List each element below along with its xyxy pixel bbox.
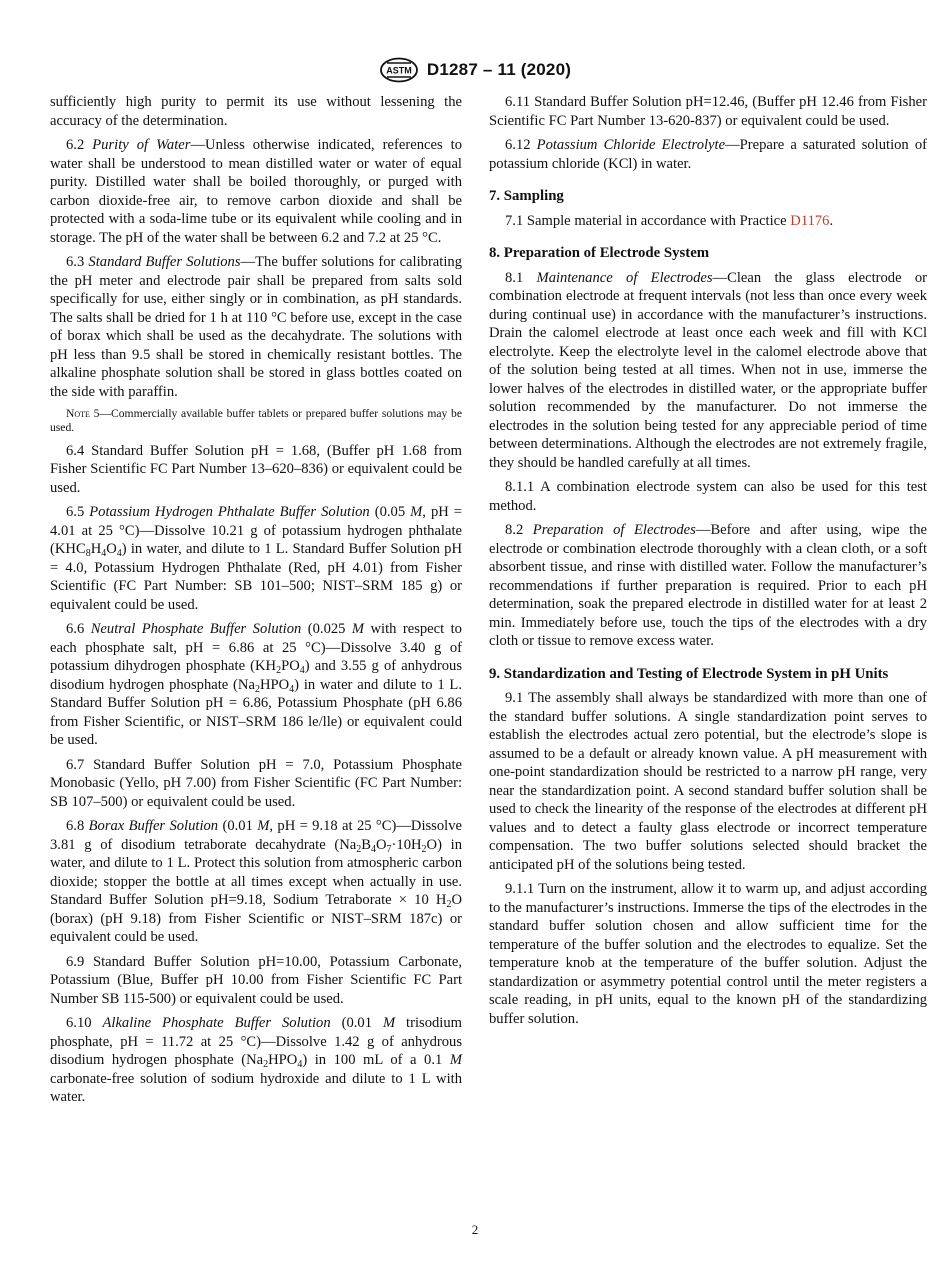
section-title: Standard Buffer Solutions — [88, 254, 241, 270]
document-designation: D1287 – 11 (2020) — [426, 60, 572, 79]
section-6-2: 6.2 Purity of Water—Unless otherwise indicated, references to water shall be understood to mean distilled water or water of equal purity. Distilled water shall be boiled thoroughly, or purged with carbon dioxide-free air, to remove carbon dioxide and shall be protected with a soda-lime tube or its equivalent while cooling and in storage. The pH of the water shall be between 6.2 and 7.2 at 25 °C. — [50, 137, 462, 246]
heading-standardization: 9. Standardization and Testing of Electrode System in pH Units — [489, 665, 889, 682]
section-6-9: 6.9 Standard Buffer Solution pH=10.00, Potassium Carbonate, Potassium (Blue, Buffer pH 10.00 from Fisher Scientific FC Part Number SB 115-500) or equivalent could be used. — [50, 953, 462, 1007]
section-9-1-1: 9.1.1 Turn on the instrument, allow it to warm up, and adjust according to the manufacturer’s instructions. Immerse the tips of the electrodes in the standard buffer solution chosen and allow sufficient time for the temperature of the buffer solution and the electrodes to equalize. Set the temperature knob at the temperature of the buffer solution. Adjust the standardization or asymmetry potential control until the meter registers a scale reading, in pH units, equal to the known pH of the standardizing buffer solution. — [489, 881, 927, 1027]
astm-logo-icon — [379, 57, 419, 83]
section-6-7: 6.7 Standard Buffer Solution pH = 7.0, Potassium Phosphate Monobasic (Yello, pH 7.00) from Fisher Scientific (FC Part Number: SB 107–500) or equivalent could be used. — [50, 756, 462, 810]
page-number: 2 — [471, 1222, 479, 1237]
heading-preparation-electrode: 8. Preparation of Electrode System — [489, 245, 710, 261]
section-title: Purity of Water — [92, 137, 191, 153]
heading-sampling: 7. Sampling — [489, 188, 564, 204]
section-6-6: 6.6 Neutral Phosphate Buffer Solution (0.025 M with respect to each phosphate salt, pH = 6.86 at 25 °C)—Dissolve 3.40 g of potassium dihydrogen phosphate $(KH_2PO_4)$ and 3.55 g of anhydrous disodium hydrogen phosphate $(Na_2HPO_4)$ in water and dilute to 1 L. Standard Buffer Solution pH = 6.86, Potassium Phosphate (pH 6.86 from Fisher Scientific, or NIST–SRM 186 le/lle) or equivalent could be used. — [50, 621, 462, 749]
section-8-2: 8.2 Preparation of Electrodes—Before and after using, wipe the electrode or combination electrode thoroughly with a clean cloth, or a soft absorbent tissue, and rinse with distilled water. Follow the manufacturer’s recommendations if further preparation is required. Prior to each pH determination, soak the prepared electrode in distilled water for at least 2 min. Immediately before use, touch the tips of the electrodes with a dry cloth or tissue to remove excess water. — [489, 522, 928, 649]
section-7-1: 7.1 Sample material in accordance with Practice D1176. — [505, 212, 834, 229]
section-8-1-1: 8.1.1 A combination electrode system can also be used for this test method. — [489, 479, 927, 514]
right-column — [489, 93, 927, 1034]
section-9-1: 9.1 The assembly shall always be standardized with more than one of the standard buffer solutions. A single standardization point serves to establish the electrodes actual zero potential, but the electrode’s slope is assumed to be a default or already known value. A pH measurement with one-point standardization should be restricted to a narrow pH range, very near the standardization point. A second standard buffer solution shall be used to check the linearity of the response of the electrodes at different pH values and to detect a faulty glass electrode or incorrect temperature compensation. The two buffer solutions selected should bracket the anticipated pH of the solutions being tested. — [489, 690, 927, 873]
section-8-1: 8.1 Maintenance of Electrodes—Clean the glass electrode or combination electrode at frequent intervals (not less than once every week during continual use) in accordance with the manufacturer’s instructions. Drain the calomel electrode at least once each week and fill with KCl electrolyte. Keep the electrolyte level in the calomel electrode above that of the solution being tested at all times. When not in use, immerse the lower halves of the electrodes in distilled water, or the appropriate buffer solution recommended by the manufacturer. Do not immerse the electrodes in the solution being tested for any appreciable period of time between determinations. Although the electrodes are not extremely fragile, they should be handled carefully at all times. — [489, 269, 928, 471]
continued-paragraph: sufficiently high purity to permit its use without lessening the accuracy of the determination. — [50, 94, 462, 129]
left-column — [50, 93, 462, 1113]
section-6-10: 6.10 Alkaline Phosphate Buffer Solution (0.01 M trisodium phosphate, pH = 11.72 at 25 °C)—Dissolve 1.42 g of anhydrous disodium hydrogen phosphate $(Na_2HPO_4)$ in 100 mL of a 0.1 M carbonate-free solution of sodium hydroxide and dilute to 1 L with water. — [50, 1015, 462, 1106]
section-6-12: 6.12 Potassium Chloride Electrolyte—Prepare a saturated solution of potassium chloride (KCl) in water. — [489, 137, 927, 172]
section-6-3: 6.3 Standard Buffer Solutions—The buffer solutions for calibrating the pH meter and electrode pair shall be prepared from salts sold specifically for use, either singly or in combination, as pH standards. The salts shall be dried for 1 h at 110 °C before use, except in the case of borax which shall be used as the decahydrate. The solutions with pH less than 9.5 shall be stored in chemically resistant bottles. The alkaline phosphate solution shall be stored in glass bottles coated on the side with paraffin. — [50, 254, 462, 400]
section-6-4: 6.4 Standard Buffer Solution pH = 1.68, (Buffer pH 1.68 from Fisher Scientific FC Part Number 13–620–836) or equivalent could be used. — [50, 442, 462, 496]
reference-link-d1176[interactable]: D1176 — [790, 212, 830, 229]
section-6-5: 6.5 Potassium Hydrogen Phthalate Buffer Solution (0.05 M, pH = 4.01 at 25 °C)—Dissolve 10.21 g of potassium hydrogen phthalate $(KHC_8H_4O_4)$ in water, and dilute to 1 L. Standard Buffer Solution pH = 4.0, Potassium Hydrogen Phthalate (Red, pH 4.01) from Fisher Scientific (FC Part Number: SB 101–500; NIST–SRM 185 g) or equivalent could be used. — [50, 504, 462, 613]
section-6-8: 6.8 Borax Buffer Solution (0.01 M, pH = 9.18 at 25 °C)—Dissolve 3.81 g of disodium tetraborate decahydrate $(Na_2B_4O_7\cdot 10H_2O)$ in water, and dilute to 1 L. Protect this solution from atmospheric carbon dioxide; stopper the bottle at all times except when actually in use. Standard Buffer Solution pH=9.18, Sodium Tetraborate × 10 $H_2O$ (borax) (pH 9.18) from Fisher Scientific or NIST–SRM 187c) or equivalent could be used. — [50, 818, 462, 946]
page-header — [0, 56, 950, 84]
note-5: Note 5—Commercially available buffer tablets or prepared buffer solutions may be used. — [50, 407, 462, 435]
logo-text: ASTM — [386, 65, 412, 76]
section-6-11: 6.11 Standard Buffer Solution pH=12.46, (Buffer pH 12.46 from Fisher Scientific FC Part Number 13-620-837) or equivalent could be used. — [489, 94, 927, 129]
